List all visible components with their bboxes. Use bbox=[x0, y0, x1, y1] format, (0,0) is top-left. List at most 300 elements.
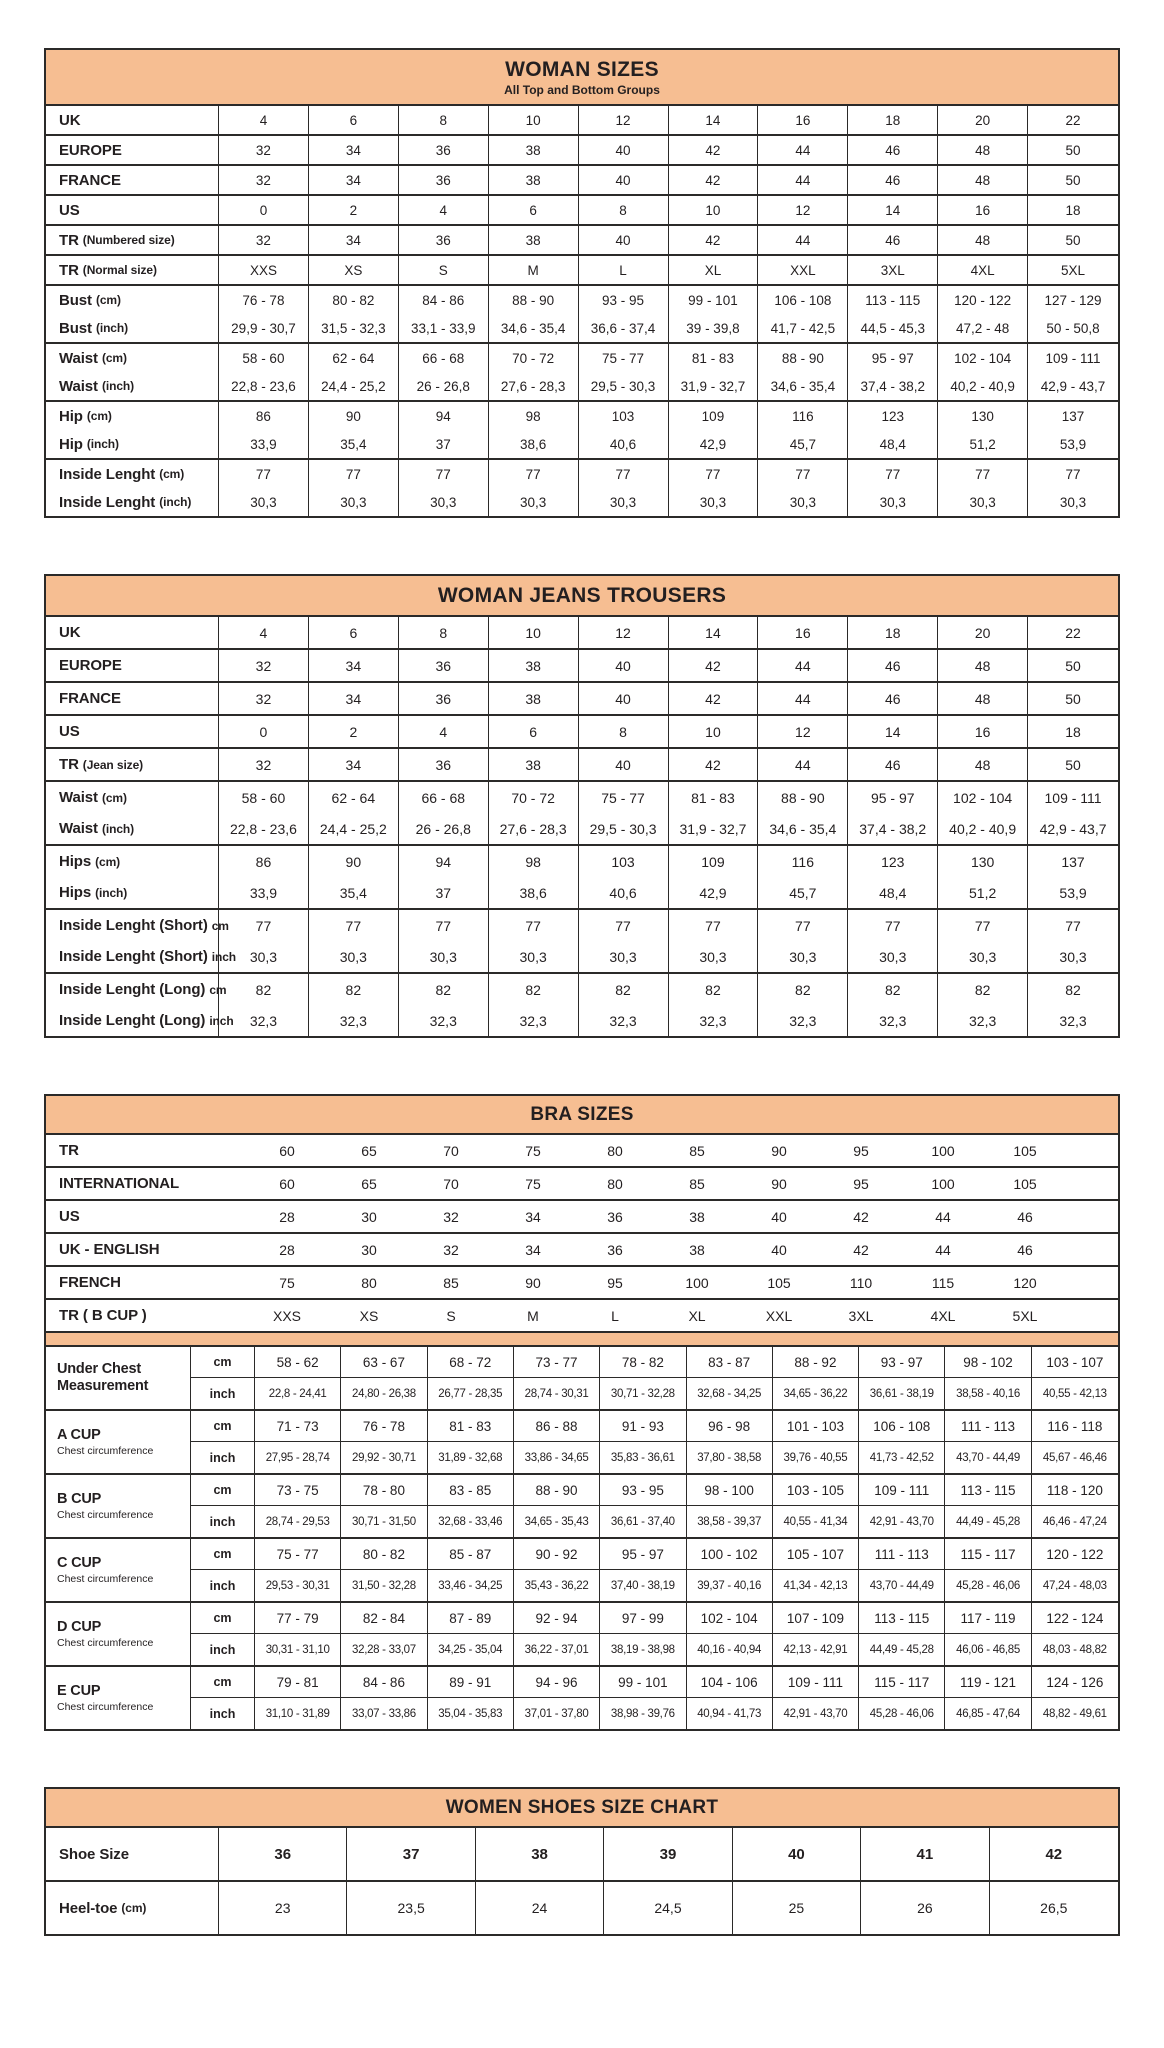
row-label-text: TR bbox=[59, 231, 79, 249]
value-cell: 26,77 - 28,35 bbox=[428, 1378, 514, 1409]
value-cell: 82 - 84 bbox=[341, 1603, 427, 1634]
value-cell: 28,74 - 29,53 bbox=[255, 1506, 341, 1537]
value-cell: 100 bbox=[685, 1274, 709, 1291]
table-title: WOMAN SIZES bbox=[505, 58, 659, 81]
value-cell: 90 bbox=[525, 1274, 541, 1291]
value-cell: 36 bbox=[607, 1241, 623, 1258]
value-cell: 77 bbox=[1065, 466, 1081, 482]
value-cell: 32,3 bbox=[309, 1005, 399, 1036]
value-cell: 34,6 - 35,4 bbox=[758, 813, 848, 844]
value-cell: 43,70 - 44,49 bbox=[945, 1442, 1031, 1473]
row-label bbox=[46, 1300, 246, 1331]
row-sublabel: Chest circumference bbox=[57, 1572, 154, 1585]
value-cell: 73 - 75 bbox=[255, 1475, 341, 1506]
value-cell: 38,19 - 38,98 bbox=[600, 1634, 686, 1665]
value-cell: 91 - 93 bbox=[600, 1411, 686, 1442]
value-cell: 4XL bbox=[930, 1307, 956, 1324]
value-cell: 40,2 - 40,9 bbox=[938, 813, 1028, 844]
value-cell: XS bbox=[309, 256, 399, 284]
row-label-text: TR ( B CUP ) bbox=[59, 1307, 147, 1324]
unit-label: inch bbox=[191, 1378, 255, 1409]
unit-label: cm bbox=[191, 1411, 255, 1442]
value-cell: 113 - 115 bbox=[859, 1603, 945, 1634]
value-cell: 10 bbox=[489, 617, 579, 648]
value-cell: 32,3 bbox=[938, 1005, 1028, 1036]
row-label bbox=[46, 1267, 246, 1298]
value-cell: 94 - 96 bbox=[514, 1667, 600, 1698]
value-cell: 84 - 86 bbox=[341, 1667, 427, 1698]
value-cell: 62 - 64 bbox=[309, 344, 399, 372]
row-label-text: C CUP bbox=[57, 1555, 102, 1572]
value-cell: 37 bbox=[399, 430, 489, 458]
row-label-text: Hip bbox=[59, 435, 83, 453]
value-cell: 26,5 bbox=[1040, 1900, 1068, 1916]
value-cell: 44,49 - 45,28 bbox=[945, 1506, 1031, 1537]
value-cell: 60 bbox=[279, 1175, 295, 1192]
row-label bbox=[46, 650, 219, 681]
value-cell: 38 bbox=[689, 1208, 705, 1225]
row-label bbox=[46, 1882, 219, 1934]
table-group bbox=[46, 344, 1118, 402]
unit-label: cm bbox=[191, 1475, 255, 1506]
value-cell: 44 bbox=[758, 749, 848, 780]
value-cell: 40 bbox=[771, 1241, 787, 1258]
value-cell: 123 bbox=[848, 846, 938, 877]
value-cell: 103 bbox=[579, 846, 669, 877]
value-cell: 30,3 bbox=[938, 488, 1028, 516]
value-cell: 77 bbox=[938, 910, 1028, 941]
value-cell: 42,13 - 42,91 bbox=[773, 1634, 859, 1665]
value-cell: 82 bbox=[489, 974, 579, 1005]
value-cell: 106 - 108 bbox=[859, 1411, 945, 1442]
value-cell: 101 - 103 bbox=[773, 1411, 859, 1442]
value-cell: 51,2 bbox=[938, 430, 1028, 458]
value-cell: 44,5 - 45,3 bbox=[848, 314, 938, 342]
value-cell: 40 bbox=[579, 683, 669, 714]
value-cell: 37,4 - 38,2 bbox=[848, 813, 938, 844]
unit-label: inch bbox=[191, 1570, 255, 1601]
bra-conversion-section bbox=[46, 1135, 1118, 1333]
value-cell: 33,86 - 34,65 bbox=[514, 1442, 600, 1473]
value-cell: 37,01 - 37,80 bbox=[514, 1698, 600, 1729]
value-cell: 30,3 bbox=[848, 941, 938, 972]
value-cell: 109 bbox=[669, 846, 759, 877]
value-cell: 37,40 - 38,19 bbox=[600, 1570, 686, 1601]
value-cell: 100 bbox=[931, 1175, 955, 1192]
row-label-unit: (Jean size) bbox=[82, 757, 144, 772]
row-label-text: Inside Lenght (Short) bbox=[59, 917, 208, 934]
value-cell: 109 - 111 bbox=[859, 1475, 945, 1506]
value-cell: 89 - 91 bbox=[428, 1667, 514, 1698]
row-label bbox=[46, 1234, 246, 1265]
value-cell: 12 bbox=[758, 716, 848, 747]
value-cell: M bbox=[489, 256, 579, 284]
value-cell: 75 - 77 bbox=[255, 1539, 341, 1570]
value-cell: 45,7 bbox=[758, 877, 848, 908]
table-group bbox=[46, 106, 1118, 136]
value-cell: XXL bbox=[758, 256, 848, 284]
value-cell: 82 bbox=[669, 974, 759, 1005]
value-cell: 32,3 bbox=[489, 1005, 579, 1036]
table-row bbox=[46, 430, 1118, 458]
table-row bbox=[46, 1201, 1118, 1234]
table-group bbox=[46, 974, 1118, 1036]
value-cell: 98 bbox=[489, 846, 579, 877]
table-subtitle: All Top and Bottom Groups bbox=[504, 83, 660, 97]
table-group bbox=[46, 650, 1118, 683]
table-row bbox=[46, 196, 1118, 224]
value-cell: 81 - 83 bbox=[669, 344, 759, 372]
value-cell: 14 bbox=[848, 716, 938, 747]
value-cell: 137 bbox=[1061, 853, 1085, 870]
value-cell: S bbox=[446, 1307, 456, 1324]
value-cell: 46 bbox=[848, 683, 938, 714]
value-cell: 96 - 98 bbox=[687, 1411, 773, 1442]
value-cell: 36 bbox=[607, 1208, 623, 1225]
value-cell: 30,3 bbox=[579, 941, 669, 972]
table-row bbox=[46, 1828, 1118, 1880]
value-cell: 44 bbox=[935, 1241, 951, 1258]
table-title: WOMEN SHOES SIZE CHART bbox=[445, 1797, 719, 1818]
value-cell: 44 bbox=[935, 1208, 951, 1225]
table-row bbox=[46, 974, 1118, 1005]
value-cell: 36 bbox=[399, 749, 489, 780]
value-cell: 32,3 bbox=[1059, 1012, 1087, 1029]
value-cell: 32 bbox=[219, 650, 309, 681]
row-label-text: FRENCH bbox=[59, 1274, 121, 1291]
row-label bbox=[46, 286, 219, 314]
value-cell: 93 - 95 bbox=[579, 286, 669, 314]
value-cell: 6 bbox=[489, 716, 579, 747]
value-cell: 24,4 - 25,2 bbox=[309, 813, 399, 844]
value-cell: 30,3 bbox=[579, 488, 669, 516]
value-cell: 94 bbox=[399, 846, 489, 877]
value-cell: 22,8 - 23,6 bbox=[219, 813, 309, 844]
row-label bbox=[46, 1135, 246, 1166]
value-cell: 109 - 111 bbox=[1044, 789, 1102, 806]
value-cell: 84 - 86 bbox=[399, 286, 489, 314]
value-cell: 75 bbox=[525, 1175, 541, 1192]
row-label-text: US bbox=[59, 1208, 80, 1225]
value-cell: 86 bbox=[219, 402, 309, 430]
value-cell: 30,3 bbox=[489, 941, 579, 972]
table-group bbox=[46, 716, 1118, 749]
row-sublabel: Chest circumference bbox=[57, 1636, 154, 1649]
value-cell: 47,24 - 48,03 bbox=[1042, 1579, 1107, 1592]
value-cell: 42 bbox=[853, 1241, 869, 1258]
value-cell: 73 - 77 bbox=[514, 1347, 600, 1378]
row-label-text: Inside Lenght (Short) bbox=[59, 948, 208, 965]
value-cell: 18 bbox=[848, 106, 938, 134]
value-cell: 104 - 106 bbox=[687, 1667, 773, 1698]
value-cell: 2 bbox=[309, 716, 399, 747]
row-label-unit: (cm) bbox=[159, 467, 185, 481]
row-label-text: Waist bbox=[59, 820, 98, 837]
row-label-unit: (cm) bbox=[95, 293, 121, 307]
value-cell: 41,73 - 42,52 bbox=[859, 1442, 945, 1473]
value-cell: 50 bbox=[1065, 172, 1081, 188]
value-cell: 78 - 82 bbox=[600, 1347, 686, 1378]
value-cell: 14 bbox=[669, 106, 759, 134]
value-cell: 35,04 - 35,83 bbox=[428, 1698, 514, 1729]
value-cell: 41,7 - 42,5 bbox=[758, 314, 848, 342]
value-cell: 120 - 122 bbox=[938, 286, 1028, 314]
value-cell: 29,92 - 30,71 bbox=[341, 1442, 427, 1473]
value-cell: 80 - 82 bbox=[309, 286, 399, 314]
value-cell: 44,49 - 45,28 bbox=[859, 1634, 945, 1665]
value-cell: 32,3 bbox=[579, 1005, 669, 1036]
table-row bbox=[46, 877, 1118, 908]
row-label-unit: inch bbox=[209, 1013, 234, 1028]
value-cell: 82 bbox=[399, 974, 489, 1005]
value-cell: 100 bbox=[931, 1142, 955, 1159]
bra-cup-group bbox=[46, 1475, 1118, 1539]
value-cell: 81 - 83 bbox=[428, 1411, 514, 1442]
value-cell: 32 bbox=[219, 166, 309, 194]
table-group bbox=[46, 1882, 1118, 1934]
row-label-unit: (cm) bbox=[101, 351, 127, 365]
row-label-text: UK bbox=[59, 111, 81, 129]
value-cell: 80 bbox=[361, 1274, 377, 1291]
value-cell: 77 bbox=[848, 460, 938, 488]
table-group bbox=[46, 749, 1118, 782]
row-label-text: TR bbox=[59, 1142, 79, 1159]
row-label bbox=[46, 877, 219, 908]
value-cell: 24,4 - 25,2 bbox=[309, 372, 399, 400]
value-cell: 102 - 104 bbox=[938, 344, 1028, 372]
table-row bbox=[46, 372, 1118, 400]
value-cell: 32,28 - 33,07 bbox=[341, 1634, 427, 1665]
value-cell: 18 bbox=[1065, 723, 1081, 740]
value-cell: 24,5 bbox=[604, 1882, 732, 1934]
table-row bbox=[46, 226, 1118, 254]
value-cell: 22 bbox=[1065, 112, 1081, 128]
value-cell: 77 bbox=[848, 910, 938, 941]
value-cell: 99 - 101 bbox=[600, 1667, 686, 1698]
value-cell: 14 bbox=[669, 617, 759, 648]
value-cell: 34,25 - 35,04 bbox=[428, 1634, 514, 1665]
value-cell: 31,89 - 32,68 bbox=[428, 1442, 514, 1473]
row-label-text: Waist bbox=[59, 789, 98, 806]
value-cell: 34,65 - 35,43 bbox=[514, 1506, 600, 1537]
value-cell: 75 - 77 bbox=[579, 782, 669, 813]
bra-cup-group bbox=[46, 1411, 1118, 1475]
table-row bbox=[46, 136, 1118, 164]
value-cell: 95 bbox=[853, 1175, 869, 1192]
value-cell: 82 bbox=[1065, 981, 1081, 998]
value-cell: 30,3 bbox=[309, 488, 399, 516]
value-cell: 77 bbox=[219, 910, 309, 941]
value-cell: 24 bbox=[476, 1882, 604, 1934]
row-label-unit: (cm) bbox=[121, 1901, 147, 1915]
value-cell: 30,3 bbox=[669, 488, 759, 516]
value-cell: 48 bbox=[938, 749, 1028, 780]
row-label-text: Hips bbox=[59, 884, 92, 901]
table-row bbox=[46, 166, 1118, 194]
value-cell: 41,34 - 42,13 bbox=[773, 1570, 859, 1601]
value-cell: 53,9 bbox=[1059, 884, 1087, 901]
value-cell: 33,9 bbox=[219, 877, 309, 908]
row-label bbox=[46, 716, 219, 747]
row-sublabel: Chest circumference bbox=[57, 1700, 154, 1713]
value-cell: 34 bbox=[309, 166, 399, 194]
table-body bbox=[46, 1828, 1118, 1934]
value-cell: 80 bbox=[607, 1142, 623, 1159]
row-label-text: UK - ENGLISH bbox=[59, 1241, 160, 1258]
value-cell: 88 - 90 bbox=[489, 286, 579, 314]
value-cell: 68 - 72 bbox=[428, 1347, 514, 1378]
row-label bbox=[46, 196, 219, 224]
value-cell: 44 bbox=[758, 683, 848, 714]
value-cell: 38,58 - 40,16 bbox=[945, 1378, 1031, 1409]
value-cell: 78 - 80 bbox=[341, 1475, 427, 1506]
value-cell: 23,5 bbox=[347, 1882, 475, 1934]
value-cell: 82 bbox=[309, 974, 399, 1005]
value-cell: 117 - 119 bbox=[945, 1603, 1031, 1634]
value-cell: 53,9 bbox=[1059, 436, 1087, 452]
value-cell: 36 bbox=[399, 166, 489, 194]
value-cell: 30,3 bbox=[399, 941, 489, 972]
value-cell: 120 bbox=[1013, 1274, 1037, 1291]
value-cell: 31,9 - 32,7 bbox=[669, 372, 759, 400]
value-cell: 36 bbox=[399, 226, 489, 254]
value-cell: 42 bbox=[853, 1208, 869, 1225]
value-cell: 115 - 117 bbox=[945, 1539, 1031, 1570]
row-label-text: Inside Lenght bbox=[59, 493, 156, 511]
table-row bbox=[46, 402, 1118, 430]
value-cell: 10 bbox=[489, 106, 579, 134]
table-group bbox=[46, 782, 1118, 846]
value-cell: 119 - 121 bbox=[945, 1667, 1031, 1698]
value-cell: 35,4 bbox=[309, 877, 399, 908]
value-cell: 116 bbox=[758, 846, 848, 877]
value-cell: 45,67 - 46,46 bbox=[1042, 1451, 1107, 1464]
value-cell: 4XL bbox=[938, 256, 1028, 284]
separator-strip bbox=[46, 1333, 1118, 1347]
value-cell: XS bbox=[359, 1307, 379, 1324]
value-cell: 8 bbox=[579, 716, 669, 747]
value-cell: 26 - 26,8 bbox=[399, 813, 489, 844]
value-cell: L bbox=[611, 1307, 619, 1324]
value-cell: 30,3 bbox=[758, 941, 848, 972]
value-cell: 82 bbox=[579, 974, 669, 1005]
value-cell: XXS bbox=[219, 256, 309, 284]
value-cell: 90 bbox=[771, 1142, 787, 1159]
value-cell: 38 bbox=[489, 166, 579, 194]
row-label-unit: (cm) bbox=[101, 790, 127, 805]
row-label bbox=[46, 256, 219, 284]
value-cell: 4 bbox=[399, 196, 489, 224]
table-group bbox=[46, 683, 1118, 716]
value-cell: 46 bbox=[1017, 1241, 1033, 1258]
value-cell: 20 bbox=[938, 617, 1028, 648]
value-cell: 65 bbox=[361, 1142, 377, 1159]
value-cell: 42 bbox=[669, 166, 759, 194]
value-cell: 31,10 - 31,89 bbox=[255, 1698, 341, 1729]
value-cell: 2 bbox=[309, 196, 399, 224]
row-label-text: D CUP bbox=[57, 1619, 102, 1636]
row-label-unit: (inch) bbox=[95, 885, 128, 900]
table-row bbox=[46, 941, 1118, 972]
value-cell: XL bbox=[669, 256, 759, 284]
value-cell: 38,6 bbox=[489, 430, 579, 458]
value-cell: 103 - 105 bbox=[773, 1475, 859, 1506]
value-cell: 30,3 bbox=[219, 488, 309, 516]
value-cell: 123 bbox=[848, 402, 938, 430]
value-cell: 14 bbox=[848, 196, 938, 224]
value-cell: 42,9 - 43,7 bbox=[1040, 378, 1106, 394]
value-cell: 77 bbox=[1065, 917, 1081, 934]
table-header bbox=[46, 1789, 1118, 1828]
row-label-text: Shoe Size bbox=[59, 1845, 129, 1863]
table-header bbox=[46, 50, 1118, 106]
value-cell: 120 - 122 bbox=[1032, 1539, 1118, 1570]
value-cell: 16 bbox=[938, 196, 1028, 224]
value-cell: 42,91 - 43,70 bbox=[859, 1506, 945, 1537]
value-cell: 50 bbox=[1065, 756, 1081, 773]
value-cell: 90 bbox=[309, 846, 399, 877]
row-label bbox=[46, 813, 219, 844]
unit-label: inch bbox=[191, 1698, 255, 1729]
value-cell: 39 bbox=[604, 1828, 732, 1880]
unit-label: inch bbox=[191, 1442, 255, 1473]
value-cell: 88 - 90 bbox=[758, 782, 848, 813]
value-cell: 5XL bbox=[1012, 1307, 1038, 1324]
value-cell: 40 bbox=[771, 1208, 787, 1225]
value-cell: 32,68 - 33,46 bbox=[428, 1506, 514, 1537]
table-row bbox=[46, 1135, 1118, 1168]
row-label bbox=[46, 1828, 219, 1880]
value-cell: 82 bbox=[938, 974, 1028, 1005]
value-cell: 103 bbox=[579, 402, 669, 430]
row-label bbox=[46, 1347, 191, 1409]
value-cell: 50 - 50,8 bbox=[1046, 320, 1100, 336]
value-cell: 90 bbox=[309, 402, 399, 430]
value-cell: 32,3 bbox=[399, 1005, 489, 1036]
value-cell: 85 bbox=[689, 1142, 705, 1159]
row-label bbox=[46, 402, 219, 430]
bra-cup-group bbox=[46, 1539, 1118, 1603]
value-cell: 77 bbox=[399, 460, 489, 488]
value-cell: 77 bbox=[309, 910, 399, 941]
table-row bbox=[46, 1168, 1118, 1201]
value-cell: 12 bbox=[579, 106, 669, 134]
value-cell: 32,3 bbox=[758, 1005, 848, 1036]
table-group bbox=[46, 286, 1118, 344]
value-cell: 32,3 bbox=[669, 1005, 759, 1036]
value-cell: 10 bbox=[669, 716, 759, 747]
value-cell: XL bbox=[688, 1307, 706, 1324]
value-cell: 30,3 bbox=[669, 941, 759, 972]
row-label-unit: inch bbox=[211, 949, 237, 964]
row-label bbox=[46, 226, 219, 254]
value-cell: XXL bbox=[765, 1307, 793, 1324]
table-row bbox=[46, 460, 1118, 488]
value-cell: 105 - 107 bbox=[773, 1539, 859, 1570]
value-cell: 6 bbox=[309, 617, 399, 648]
value-cell: 116 bbox=[758, 402, 848, 430]
value-cell: 34 bbox=[525, 1241, 541, 1258]
value-cell: 40 bbox=[579, 749, 669, 780]
bra-cup-group bbox=[46, 1667, 1118, 1729]
value-cell: 82 bbox=[758, 974, 848, 1005]
value-cell: 46 bbox=[848, 650, 938, 681]
unit-label: inch bbox=[191, 1634, 255, 1665]
value-cell: 90 - 92 bbox=[514, 1539, 600, 1570]
row-label bbox=[46, 749, 219, 780]
value-cell: 32 bbox=[219, 136, 309, 164]
row-label bbox=[46, 488, 219, 516]
